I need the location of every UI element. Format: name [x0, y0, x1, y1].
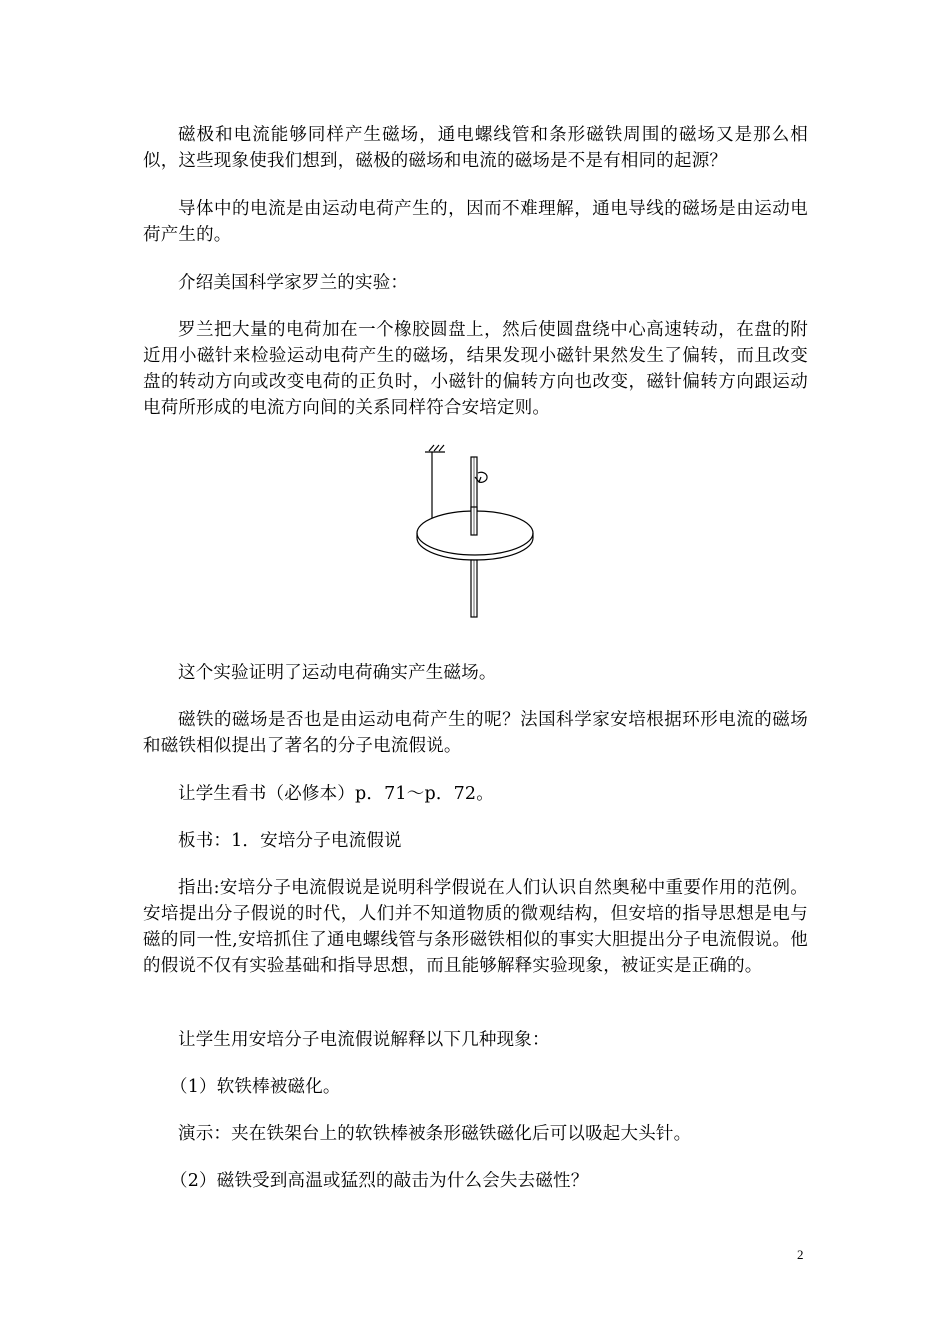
paragraph-blackboard: 板书：1．安培分子电流假说 — [178, 831, 402, 851]
paragraph-explain-phenomena: 让学生用安培分子电流假说解释以下几种现象： — [178, 1030, 550, 1050]
paragraph-point-out: 指出:安培分子电流假说是说明科学假说在人们认识自然奥秘中重要作用的范例。安培提出分子假说的时代，人们并不知道物质的微观结构，但安培的指导思想是电与磁的同一性,安培抓住了通电螺线管与条形磁铁相似的事实大胆提出分子电流假说。他的假说不仅有实验基础和指导思想，而且能够解释实验现象，被证实是正确的。 — [143, 878, 808, 976]
paragraph-experiment-proof: 这个实验证明了运动电荷确实产生磁场。 — [178, 663, 497, 683]
paragraph-demonstration: 演示：夹在铁架台上的软铁棒被条形磁铁磁化后可以吸起大头针。 — [178, 1124, 692, 1144]
paragraph-rowland-experiment: 罗兰把大量的电荷加在一个橡胶圆盘上，然后使圆盘绕中心高速转动，在盘的附近用小磁针来检验运动电荷产生的磁场，结果发现小磁针果然发生了偏转，而且改变盘的转动方向或改变电荷的正负时，小磁针的偏转方向也改变，磁针偏转方向跟运动电荷所形成的电流方向间的关系同样符合安培定则。 — [143, 320, 808, 418]
page-number: 2 — [797, 1247, 804, 1262]
paragraph-ampere-hypothesis: 磁铁的磁场是否也是由运动电荷产生的呢？法国科学家安培根据环形电流的磁场和磁铁相似提出了著名的分子电流假说。 — [143, 710, 808, 756]
paragraph-magnetic-origin: 磁极和电流能够同样产生磁场，通电螺线管和条形磁铁周围的磁场又是那么相似，这些现象使我们想到，磁极的磁场和电流的磁场是不是有相同的起源？ — [143, 125, 808, 171]
paragraph-item-2: （2）磁铁受到高温或猛烈的敲击为什么会失去磁性？ — [170, 1171, 589, 1191]
paragraph-read-book: 让学生看书（必修本）p．71～p．72。 — [178, 784, 494, 804]
paragraph-current-charges: 导体中的电流是由运动电荷产生的，因而不难理解，通电导线的磁场是由运动电荷产生的。 — [143, 199, 808, 245]
rotating-disk-figure — [405, 437, 555, 627]
paragraph-rowland-intro: 介绍美国科学家罗兰的实验： — [178, 273, 409, 293]
paragraph-item-1: （1）软铁棒被磁化。 — [170, 1077, 341, 1097]
